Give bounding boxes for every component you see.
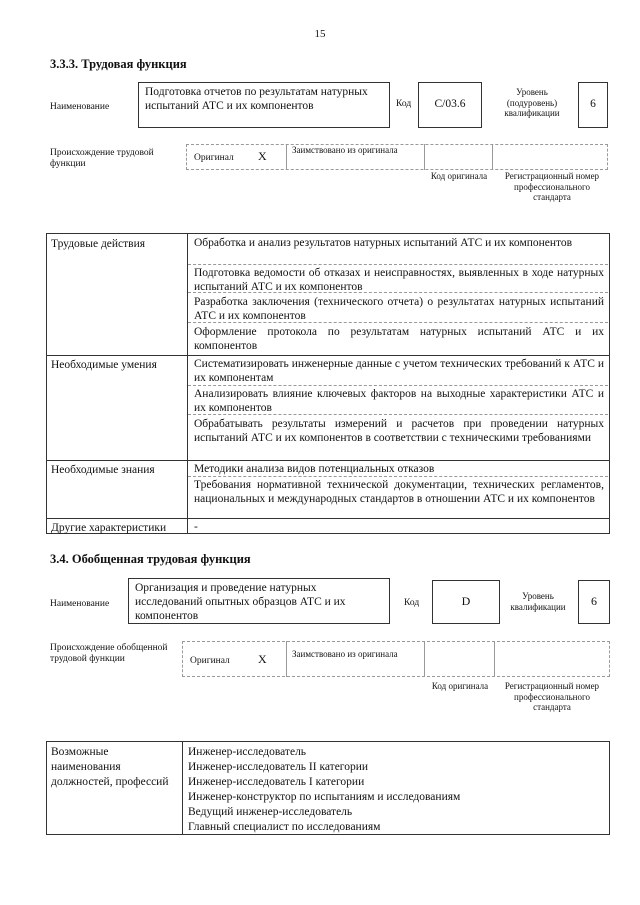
skill-item: Обрабатывать результаты измерений и расчетов при проведении натурных испытаний АТС и их компонентов в соответствии с техническими требованиями [194,418,604,444]
position-item: Инженер-исследователь I категории [188,776,365,788]
knowledge-item: Требования нормативной технической документации, технических регламентов, национальных и международных стандартов в отношении АТС и их компонентов [194,479,604,505]
reg-number-caption-34: Регистрационный номер профессионального стандарта [504,681,600,712]
other-label: Другие характеристики [51,522,167,534]
skill-item: Систематизировать инженерные данные с учетом технических требований к АТС и их компонентам [194,358,604,384]
original-mark-34: X [258,652,267,666]
knowledge-label: Необходимые знания [51,464,155,476]
level-value-34: 6 [578,580,610,624]
code-original-caption-333: Код оригинала [430,171,488,181]
function-name-34: Организация и проведение натурных исследований опытных образцов АТС и их компонентов [128,578,390,624]
actions-label: Трудовые действия [51,238,146,250]
borrowed-label-34: Заимствовано из оригинала [292,649,398,659]
position-item: Инженер-исследователь [188,746,307,758]
level-value-333: 6 [578,82,608,128]
code-label-34: Код [404,598,420,608]
knowledge-item: Методики анализа видов потенциальных отказов [194,463,435,475]
skills-label: Необходимые умения [51,359,157,371]
action-item: Разработка заключения (технического отчета) о результатах натурных испытаний АТС и их компонентов [194,296,604,322]
code-value-333: С/03.6 [418,82,482,128]
origin-label-333: Происхождение трудовой функции [50,148,154,169]
code-value-34: D [432,580,500,624]
original-mark-333: X [258,149,267,163]
origin-label-34: Происхождение обобщенной трудовой функции [50,643,168,664]
code-label-333: Код [396,99,412,109]
position-item: Инженер-исследователь II категории [188,761,369,773]
original-label-333: Оригинал [194,153,234,163]
position-item: Ведущий инженер-исследователь [188,806,353,818]
action-item: Подготовка ведомости об отказах и неисправностях, выявленных в ходе натурных испытаний АТС и их компонентов [194,267,604,293]
action-item: Обработка и анализ результатов натурных испытаний АТС и их компонентов [194,237,573,249]
borrowed-label-333: Заимствовано из оригинала [292,145,398,155]
name-label-333: Наименование [50,102,110,112]
reg-number-caption-333: Регистрационный номер профессионального стандарта [504,171,600,202]
section-heading-34: 3.4. Обобщенная трудовая функция [50,552,251,566]
skill-item: Анализировать влияние ключевых факторов на выходные характеристики АТС и их компонентов [194,388,604,414]
page-number: 15 [314,28,326,40]
other-value: - [194,521,198,533]
position-item: Главный специалист по исследованиям [188,821,381,833]
positions-label: Возможные наименования должностей, профессий [51,746,169,788]
level-label-333: Уровень (подуровень) квалификации [504,87,560,118]
action-item: Оформление протокола по результатам натурных испытаний АТС и их компонентов [194,326,604,352]
name-label-34: Наименование [50,599,110,609]
code-original-caption-34: Код оригинала [431,681,489,691]
section-heading-333: 3.3.3. Трудовая функция [50,57,187,71]
function-name-333: Подготовка отчетов по результатам натурных испытаний АТС и их компонентов [138,82,390,128]
original-label-34: Оригинал [190,656,230,666]
level-label-34: Уровень квалификации [510,591,566,612]
position-item: Инженер-конструктор по испытаниям и исследованиям [188,791,461,803]
